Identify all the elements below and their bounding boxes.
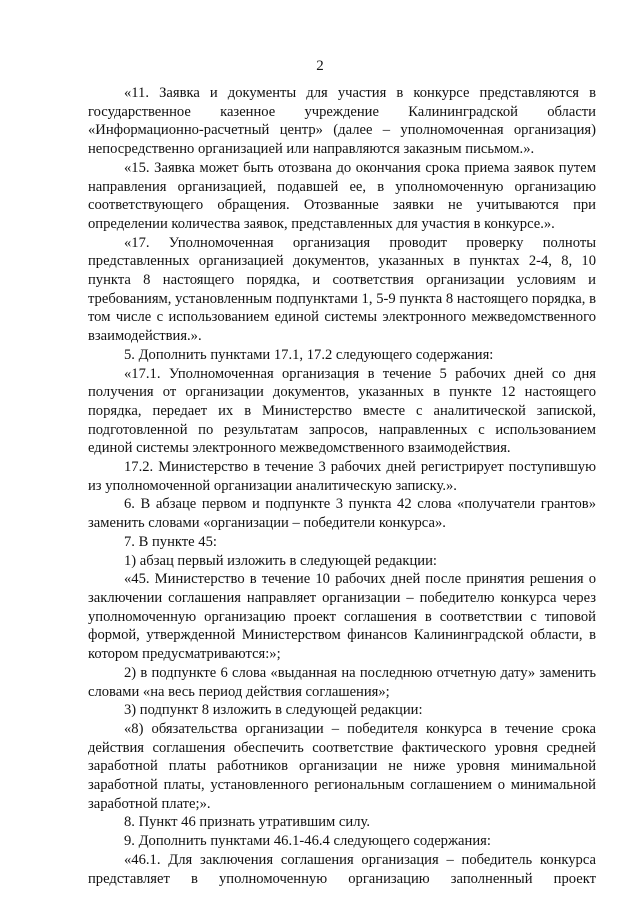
document-body (88, 84, 596, 888)
paragraph-subitem-3: 3) подпункт 8 изложить в следующей редакции: (124, 702, 423, 719)
paragraph-amendment-8: 8. Пункт 46 признать утратившим силу. (124, 814, 370, 831)
paragraph-item-11: «11. Заявка и документы для участия в конкурсе представляются в государственное казенное учреждение Калининградской области «Информационно-расчетный центр» (далее – уполномоченная организация) непосредственно организацией или направляются заказным письмом.». (88, 85, 596, 158)
paragraph-item-17-2: 17.2. Министерство в течение 3 рабочих дней регистрирует поступившую из уполномоченной организации аналитическую записку.». (88, 459, 596, 494)
paragraph-item-45: «45. Министерство в течение 10 рабочих дней после принятия решения о заключении соглашения направляет организации – победителю конкурса через уполномоченную организацию проект соглашения в соответствии с типовой формой, утвержденной Министерством финансов Калининградской области, в котором предусматриваются:»; (88, 571, 596, 663)
paragraph-subitem-1: 1) абзац первый изложить в следующей редакции: (124, 552, 437, 569)
paragraph-amendment-6: 6. В абзаце первом и подпункте 3 пункта 42 слова «получатели грантов» заменить словами «организации – победители конкурса». (88, 496, 596, 532)
page-number: 2 (316, 58, 324, 74)
paragraph-subitem-8: «8) обязательства организации – победителя конкурса в течение срока действия соглашения обеспечить соответствие фактического уровня средней заработной платы работников организации не ниже уровня минимальной заработной платы, установленного региональным соглашением о минимальной заработной плате;». (88, 720, 596, 812)
paragraph-item-17: «17. Уполномоченная организация проводит проверку полноты представленных организацией документов, указанных в пунктах 2-4, 8, 10 пункта 8 настоящего порядка, и соответствия организации условиям и требованиям, установленным подпунктами 1, 5-9 пункта 8 настоящего порядка, в том числе с использованием единой системы электронного межведомственного взаимодействия.». (88, 234, 596, 345)
paragraph-item-17-1: «17.1. Уполномоченная организация в течение 5 рабочих дней со дня получения от организации документов, указанных в пункте 12 настоящего порядка, передает их в Министерство вместе с аналитической запиской, подготовленной по результатам запросов, направленных с использованием единой системы электронного межведомственного взаимодействия. (88, 365, 596, 457)
paragraph-item-15: «15. Заявка может быть отозвана до окончания срока приема заявок путем направления организацией, подавшей ее, в уполномоченную организацию соответствующего обращения. Отозванные заявки не учитываются при определении количества заявок, представленных для участия в конкурсе.». (88, 159, 596, 232)
paragraph-amendment-5: 5. Дополнить пунктами 17.1, 17.2 следующего содержания: (124, 346, 494, 363)
paragraph-subitem-2: 2) в подпункте 6 слова «выданная на последнюю отчетную дату» заменить словами «на весь период действия соглашения»; (88, 664, 596, 700)
paragraph-amendment-7: 7. В пункте 45: (124, 533, 217, 550)
paragraph-amendment-9: 9. Дополнить пунктами 46.1-46.4 следующего содержания: (124, 833, 491, 850)
paragraph-item-46-1: «46.1. Для заключения соглашения организация – победитель конкурса представляет в уполномоченную организацию заполненный проект (88, 851, 596, 887)
